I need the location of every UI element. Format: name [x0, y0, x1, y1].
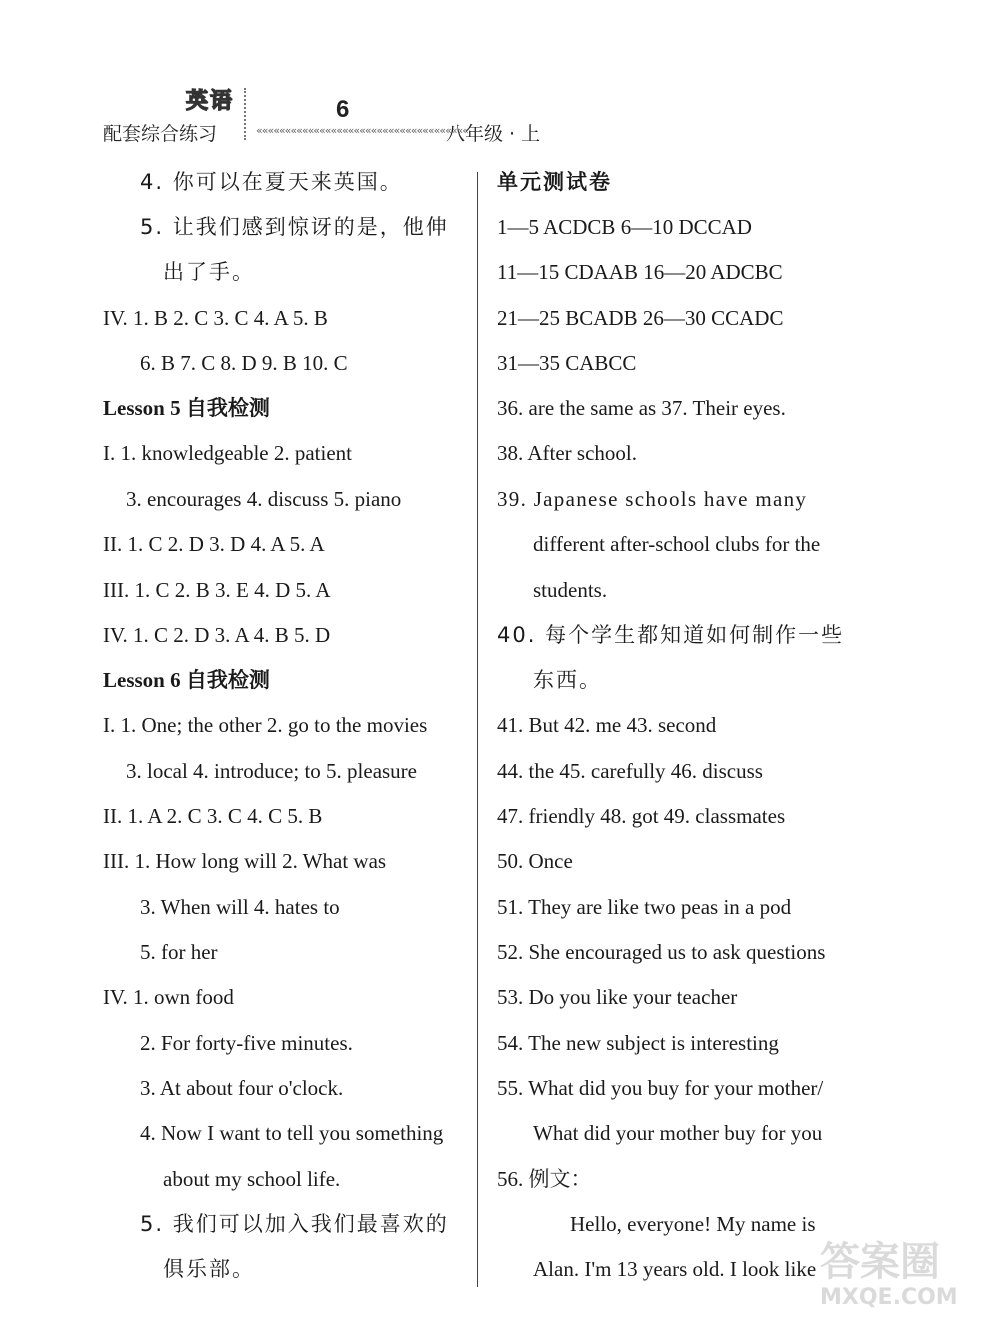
- answer-line: IV. 1. C 2. D 3. A 4. B 5. D: [103, 623, 331, 647]
- answer-line: 47. friendly 48. got 49. classmates: [497, 804, 786, 828]
- answer-line: 31—35 CABCC: [497, 351, 637, 375]
- section-heading: 单元测试卷: [497, 170, 612, 194]
- answer-line: 4. Now I want to tell you something: [140, 1121, 444, 1145]
- answer-line: 40. 每个学生都知道如何制作一些: [497, 623, 845, 647]
- answer-line: 1—5 ACDCB 6—10 DCCAD: [497, 215, 752, 239]
- answer-line: II. 1. C 2. D 3. D 4. A 5. A: [103, 532, 325, 556]
- answer-line: 53. Do you like your teacher: [497, 985, 738, 1009]
- answer-line: 4. 你可以在夏天来英国。: [140, 170, 403, 194]
- answer-line: 俱乐部。: [163, 1257, 255, 1281]
- answer-line: Hello, everyone! My name is: [570, 1212, 816, 1236]
- answer-line: II. 1. A 2. C 3. C 4. C 5. B: [103, 804, 323, 828]
- answer-line: 38. After school.: [497, 441, 637, 465]
- answer-line: 44. the 45. carefully 46. discuss: [497, 759, 763, 783]
- answer-line: 11—15 CDAAB 16—20 ADCBC: [497, 260, 783, 284]
- section-heading: Lesson 5 自我检测: [103, 396, 270, 420]
- header-divider: [244, 88, 246, 140]
- series-label: 配套综合练习: [103, 123, 218, 145]
- answer-line: 3. When will 4. hates to: [140, 895, 340, 919]
- watermark-logo: 答案圈: [820, 1239, 940, 1285]
- section-heading: Lesson 6 自我检测: [103, 668, 270, 692]
- answer-line: 6. B 7. C 8. D 9. B 10. C: [140, 351, 348, 375]
- answer-line: 5. 我们可以加入我们最喜欢的: [140, 1212, 449, 1236]
- answer-line: 2. For forty-five minutes.: [140, 1031, 353, 1055]
- answer-line: 51. They are like two peas in a pod: [497, 895, 792, 919]
- header-arrows: «««««««««««««««««««««««««««««««««««««: [256, 124, 469, 137]
- answer-line: different after-school clubs for the: [533, 532, 821, 556]
- answer-line: IV. 1. own food: [103, 985, 234, 1009]
- answer-line: 3. At about four o'clock.: [140, 1076, 344, 1100]
- answer-line: I. 1. knowledgeable 2. patient: [103, 441, 353, 465]
- watermark-site: MXQE.COM: [820, 1285, 958, 1310]
- answer-line: 36. are the same as 37. Their eyes.: [497, 396, 786, 420]
- answer-line: 3. local 4. introduce; to 5. pleasure: [126, 759, 417, 783]
- answer-line: 5. for her: [140, 940, 218, 964]
- answer-line: 52. She encouraged us to ask questions: [497, 940, 826, 964]
- answer-line: 41. But 42. me 43. second: [497, 713, 717, 737]
- answer-line: III. 1. How long will 2. What was: [103, 849, 387, 873]
- answer-line: 5. 让我们感到惊讶的是，他伸: [140, 215, 449, 239]
- answer-line: 54. The new subject is interesting: [497, 1031, 779, 1055]
- answer-line: about my school life.: [163, 1167, 341, 1191]
- answer-line: 56. 例文：: [497, 1167, 592, 1191]
- page-number: 6: [336, 96, 350, 123]
- answer-line: What did your mother buy for you: [533, 1121, 823, 1145]
- answer-line: III. 1. C 2. B 3. E 4. D 5. A: [103, 578, 331, 602]
- answer-line: 39. Japanese schools have many: [497, 487, 808, 511]
- answer-line: 50. Once: [497, 849, 573, 873]
- answer-line: 3. encourages 4. discuss 5. piano: [126, 487, 402, 511]
- column-divider: [477, 172, 478, 1287]
- answer-line: 55. What did you buy for your mother/: [497, 1076, 824, 1100]
- grade-label: 八年级 · 上: [446, 123, 541, 145]
- answer-line: 21—25 BCADB 26—30 CCADC: [497, 306, 784, 330]
- answer-line: IV. 1. B 2. C 3. C 4. A 5. B: [103, 306, 328, 330]
- answer-line: I. 1. One; the other 2. go to the movies: [103, 713, 428, 737]
- answer-line: Alan. I'm 13 years old. I look like: [533, 1257, 817, 1281]
- subject-label: 英语: [186, 89, 235, 114]
- answer-line: 出了手。: [163, 260, 255, 284]
- answer-line: 东西。: [533, 668, 602, 692]
- answer-line: students.: [533, 578, 608, 602]
